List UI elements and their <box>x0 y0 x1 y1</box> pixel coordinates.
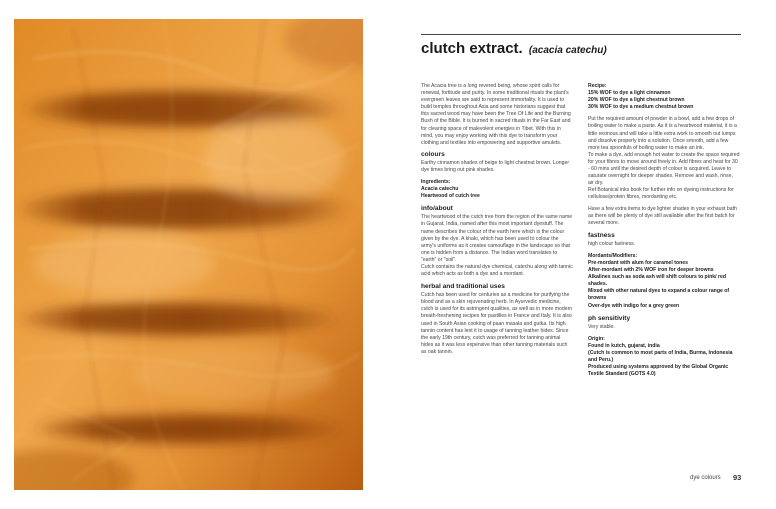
origin-line: Produced using systems approved by the Global Organic Textile Standard (GOTS 4.0) <box>588 364 729 378</box>
colours-text: Earthy cinnamon shades of beige to light chestnut brown. Longer dye times bring out pink shades. <box>421 159 570 173</box>
herbal-heading: herbal and traditional uses <box>421 283 505 291</box>
mordant-line: Over-dye with indigo for a grey green <box>588 302 680 309</box>
mordant-line: Mixed with other natural dyes to expand a colour range of browns <box>588 288 730 302</box>
mordant-line: After-mordant with 2% WOF iron for deeper browns <box>588 267 714 274</box>
ingredients-section <box>421 179 573 200</box>
ph-text: Very stable. <box>588 323 615 330</box>
fastness-text: high colour fastness. <box>588 240 636 247</box>
dyed-fabric-photo <box>14 19 363 490</box>
right-text-column <box>588 83 740 383</box>
latin-name: (acacia catechu) <box>528 45 607 56</box>
method-text: Put the required amount of powder in a bowl, add a few drops of boiling water to make a paste. As it is a heartwood material, it is a little resinous and will take a little extra work to smooth out lumps and dissolve properly into a solution. Once smooth, add a few more tea spoonfuls of boiling water to make an ink. <box>588 116 737 151</box>
recipe-heading: Recipe: <box>588 83 607 89</box>
method-text-2: To make a dye, add enough hot water to create the space required for your fibres to move around freely in. Add fibres and heat for 30 - 60 mins until the desired depth of colour is acquired. Leave to saturate overnight for deeper shades. Remove and wash, rinse, air dry. <box>588 151 740 187</box>
page-number: 93 <box>733 473 742 482</box>
info-section <box>421 205 573 278</box>
recipe-line: 30% WOF to dye a medium chestnut brown <box>588 104 694 111</box>
fastness-heading: fastness <box>588 231 615 239</box>
recipe-line: 20% WOF to dye a light chestnut brown <box>588 97 685 104</box>
left-text-column <box>421 83 573 361</box>
intro-paragraph: The Acacia tree is a long revered being, whose spirit calls for renewal, fortitude and purity. In some traditional rituals the plant's evergreen leaves are said to represent immortality. It is used to build temples throughout Asia and some historians suggest that this sacred wood may have been the Tree Of Life and the Burning Bush of the Bible. It is burned in sacred rituals in the Far East and for clearing space of malevolent energies in Tibet. With this in mind, you may enjoy working with this dye to transform your clothing and textiles into empowering and supportive amulets. <box>421 83 571 146</box>
footer-section-label: dye colours <box>690 475 721 481</box>
mordants-heading: Mordants/Modifiers: <box>588 252 638 259</box>
recipe-line: 15% WOF to dye a light cinnamon <box>588 90 671 97</box>
herbal-text: Cutch has been used for centuries as a medicine for purifying the blood and as a skin rejuvenating herb. In Ayurvedic medicine, cutch is used for its astringent qualities, as well as in more modern breath-freshening recipes for pastilles in France and Italy. It is also used in South Asian cooking of paan masala and gutka. Its high tannin content has lent it to usage of tanning leather hides. Since the early 19th century, cutch was preferred for tanning animal hides as it was less expensive than other tanning materials such as oak tannin. <box>421 292 573 355</box>
ph-section <box>588 315 740 331</box>
origin-line: (Cutch is common to most parts of India, Burma, Indonesia and Peru.) <box>588 349 733 363</box>
origin-section <box>588 336 740 379</box>
colours-heading: colours <box>421 150 445 158</box>
herbal-section <box>421 283 573 356</box>
method-text-3: Ref Botanical inks book for further info on dyeing instructions for cellulose/protein fibres, mordanting etc. <box>588 187 734 201</box>
info-text-2: Cutch contains the natural dye chemical, catechu along with tannic acid which acts as both a dye and a mordant. <box>421 263 573 278</box>
ingredients-heading: Ingredients: <box>421 179 451 186</box>
ingredient-item: Heartwood of cutch tree <box>421 193 480 200</box>
colours-section <box>421 151 573 174</box>
info-heading: info/about <box>421 205 453 213</box>
mordants-section <box>588 253 740 310</box>
fabric-image <box>14 19 363 490</box>
dye-name: clutch extract. <box>421 40 523 57</box>
method-section <box>588 116 740 226</box>
title-rule <box>421 34 741 35</box>
ingredient-item: Acacia catechu <box>421 186 459 193</box>
fastness-section <box>588 232 740 248</box>
info-text: The heartwood of the cutch tree from the region of the same name in Gujarat, India, named after this most important dyestuff. The name describes the colour of the earth here which is the colour given by the dye. A khaki, which has been used to colour the army's uniforms as it creates camouflage in the landscape so that one is hidden from a distance. The Indian word translates to "earth" or "soil". <box>421 214 573 263</box>
recipe-section <box>588 83 740 111</box>
extra-text: Have a few extra items to dye lighter shades in your exhaust bath as there will be plenty of dye still available after the first batch for several more. <box>588 205 737 226</box>
ph-heading: ph sensitivity <box>588 314 631 322</box>
origin-heading: Origin: <box>588 335 605 342</box>
origin-line: Found in kutch, gujarat, india <box>588 342 660 349</box>
page-title <box>421 40 751 57</box>
mordant-line: Alkalines such as soda ash will shift colours to pink/ red shades. <box>588 274 726 288</box>
mordant-line: Pre-mordant with alum for caramel tones <box>588 259 688 266</box>
